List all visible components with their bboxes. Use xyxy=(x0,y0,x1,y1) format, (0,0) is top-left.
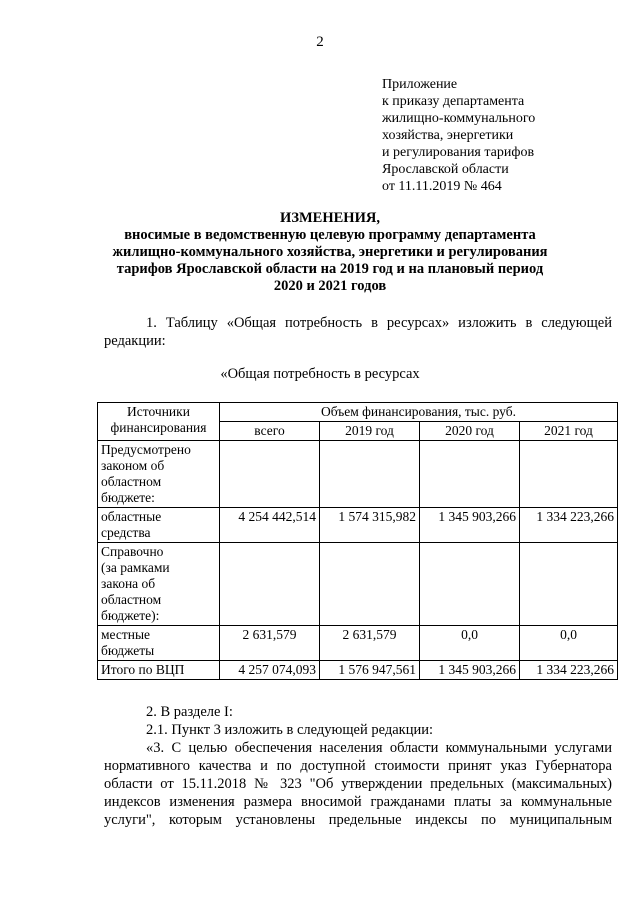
table-header-row xyxy=(98,403,618,422)
row-label xyxy=(98,508,220,543)
row-label xyxy=(98,441,220,508)
table-row-total xyxy=(98,661,618,680)
annex-line: хозяйства, энергетики xyxy=(382,128,514,143)
row-label: Итого по ВЦП xyxy=(98,661,220,680)
resource-table xyxy=(97,402,618,680)
table-cell: 1 574 315,982 xyxy=(320,508,420,543)
table-cell: 0,0 xyxy=(520,626,618,661)
annex-line: Приложение xyxy=(382,77,458,92)
table-cell: 1 334 223,266 xyxy=(520,508,618,543)
header-2021: 2021 год xyxy=(520,422,618,441)
table-cell xyxy=(220,441,320,508)
label-line: законом об xyxy=(101,458,165,473)
header-sources xyxy=(98,403,220,441)
label-line: средства xyxy=(101,525,151,540)
title-line: 2020 и 2021 годов xyxy=(273,278,387,294)
paragraph-line: 2. В разделе I: xyxy=(146,704,233,720)
label-line: областном xyxy=(101,474,162,489)
header-volume: Объем финансирования, тыс. руб. xyxy=(220,403,618,422)
table-cell xyxy=(320,543,420,626)
annex-line: к приказу департамента xyxy=(382,94,525,109)
document-title xyxy=(60,210,600,295)
header-2019: 2019 год xyxy=(320,422,420,441)
table-row xyxy=(98,626,618,661)
header-2020: 2020 год xyxy=(420,422,520,441)
annex-line: от 11.11.2019 № 464 xyxy=(382,179,502,194)
title-line: жилищно-коммунального хозяйства, энергетики и регулирования xyxy=(112,244,548,260)
row-label xyxy=(98,626,220,661)
table-cell xyxy=(320,441,420,508)
table-row xyxy=(98,441,618,508)
table-caption: «Общая потребность в ресурсах xyxy=(220,366,420,382)
paragraph-line: «3. С целью обеспечения населения области коммунальными услугами xyxy=(146,740,612,756)
table-cell: 0,0 xyxy=(420,626,520,661)
annex-block xyxy=(382,76,535,195)
header-text: финансирования xyxy=(110,420,207,435)
header-text: Источники xyxy=(127,404,190,419)
title-line: ИЗМЕНЕНИЯ, xyxy=(280,210,380,226)
label-line: местные xyxy=(101,627,151,642)
table-cell: 4 257 074,093 xyxy=(220,661,320,680)
annex-line: жилищно-коммунального xyxy=(382,111,536,126)
paragraph-line: услуги", которым установлены предельные индексы по муниципальным xyxy=(104,812,612,828)
table-row xyxy=(98,508,618,543)
paragraph-line: области от 15.11.2018 № 323 "Об утверждении предельных (максимальных) xyxy=(104,776,612,792)
table-cell: 1 345 903,266 xyxy=(420,508,520,543)
paragraph-line: нормативного качества и по доступной стоимости принят указ Губернатора xyxy=(104,758,612,774)
label-line: Предусмотрено xyxy=(101,442,191,457)
table-cell xyxy=(520,543,618,626)
label-line: закона об xyxy=(101,576,156,591)
table-row xyxy=(98,543,618,626)
label-line: Справочно xyxy=(101,544,164,559)
table-cell: 2 631,579 xyxy=(320,626,420,661)
header-total: всего xyxy=(220,422,320,441)
row-label xyxy=(98,543,220,626)
label-line: областные xyxy=(101,509,162,524)
paragraph-2 xyxy=(104,703,612,829)
table-cell: 2 631,579 xyxy=(220,626,320,661)
paragraph-line: 1. Таблицу «Общая потребность в ресурсах» изложить в следующей xyxy=(146,315,612,331)
table-cell: 1 345 903,266 xyxy=(420,661,520,680)
paragraph-line: редакции: xyxy=(104,333,166,349)
page-number: 2 xyxy=(316,34,324,50)
table-cell: 1 576 947,561 xyxy=(320,661,420,680)
table-cell: 1 334 223,266 xyxy=(520,661,618,680)
label-line: областном xyxy=(101,592,162,607)
label-line: бюджеты xyxy=(101,643,155,658)
table-cell xyxy=(520,441,618,508)
paragraph-line: 2.1. Пункт 3 изложить в следующей редакции: xyxy=(146,722,434,738)
table-cell xyxy=(220,543,320,626)
label-line: бюджете: xyxy=(101,490,155,505)
annex-line: и регулирования тарифов xyxy=(382,145,535,160)
paragraph-line: индексов изменения размера вносимой гражданами платы за коммунальные xyxy=(104,794,612,810)
table-cell xyxy=(420,543,520,626)
title-line: вносимые в ведомственную целевую программу департамента xyxy=(124,227,536,243)
table-cell xyxy=(420,441,520,508)
table-cell: 4 254 442,514 xyxy=(220,508,320,543)
annex-line: Ярославской области xyxy=(382,162,509,177)
label-line: (за рамками xyxy=(101,560,170,575)
label-line: бюджете): xyxy=(101,608,160,623)
title-line: тарифов Ярославской области на 2019 год и на плановый период xyxy=(116,261,544,277)
paragraph-1 xyxy=(104,314,612,350)
